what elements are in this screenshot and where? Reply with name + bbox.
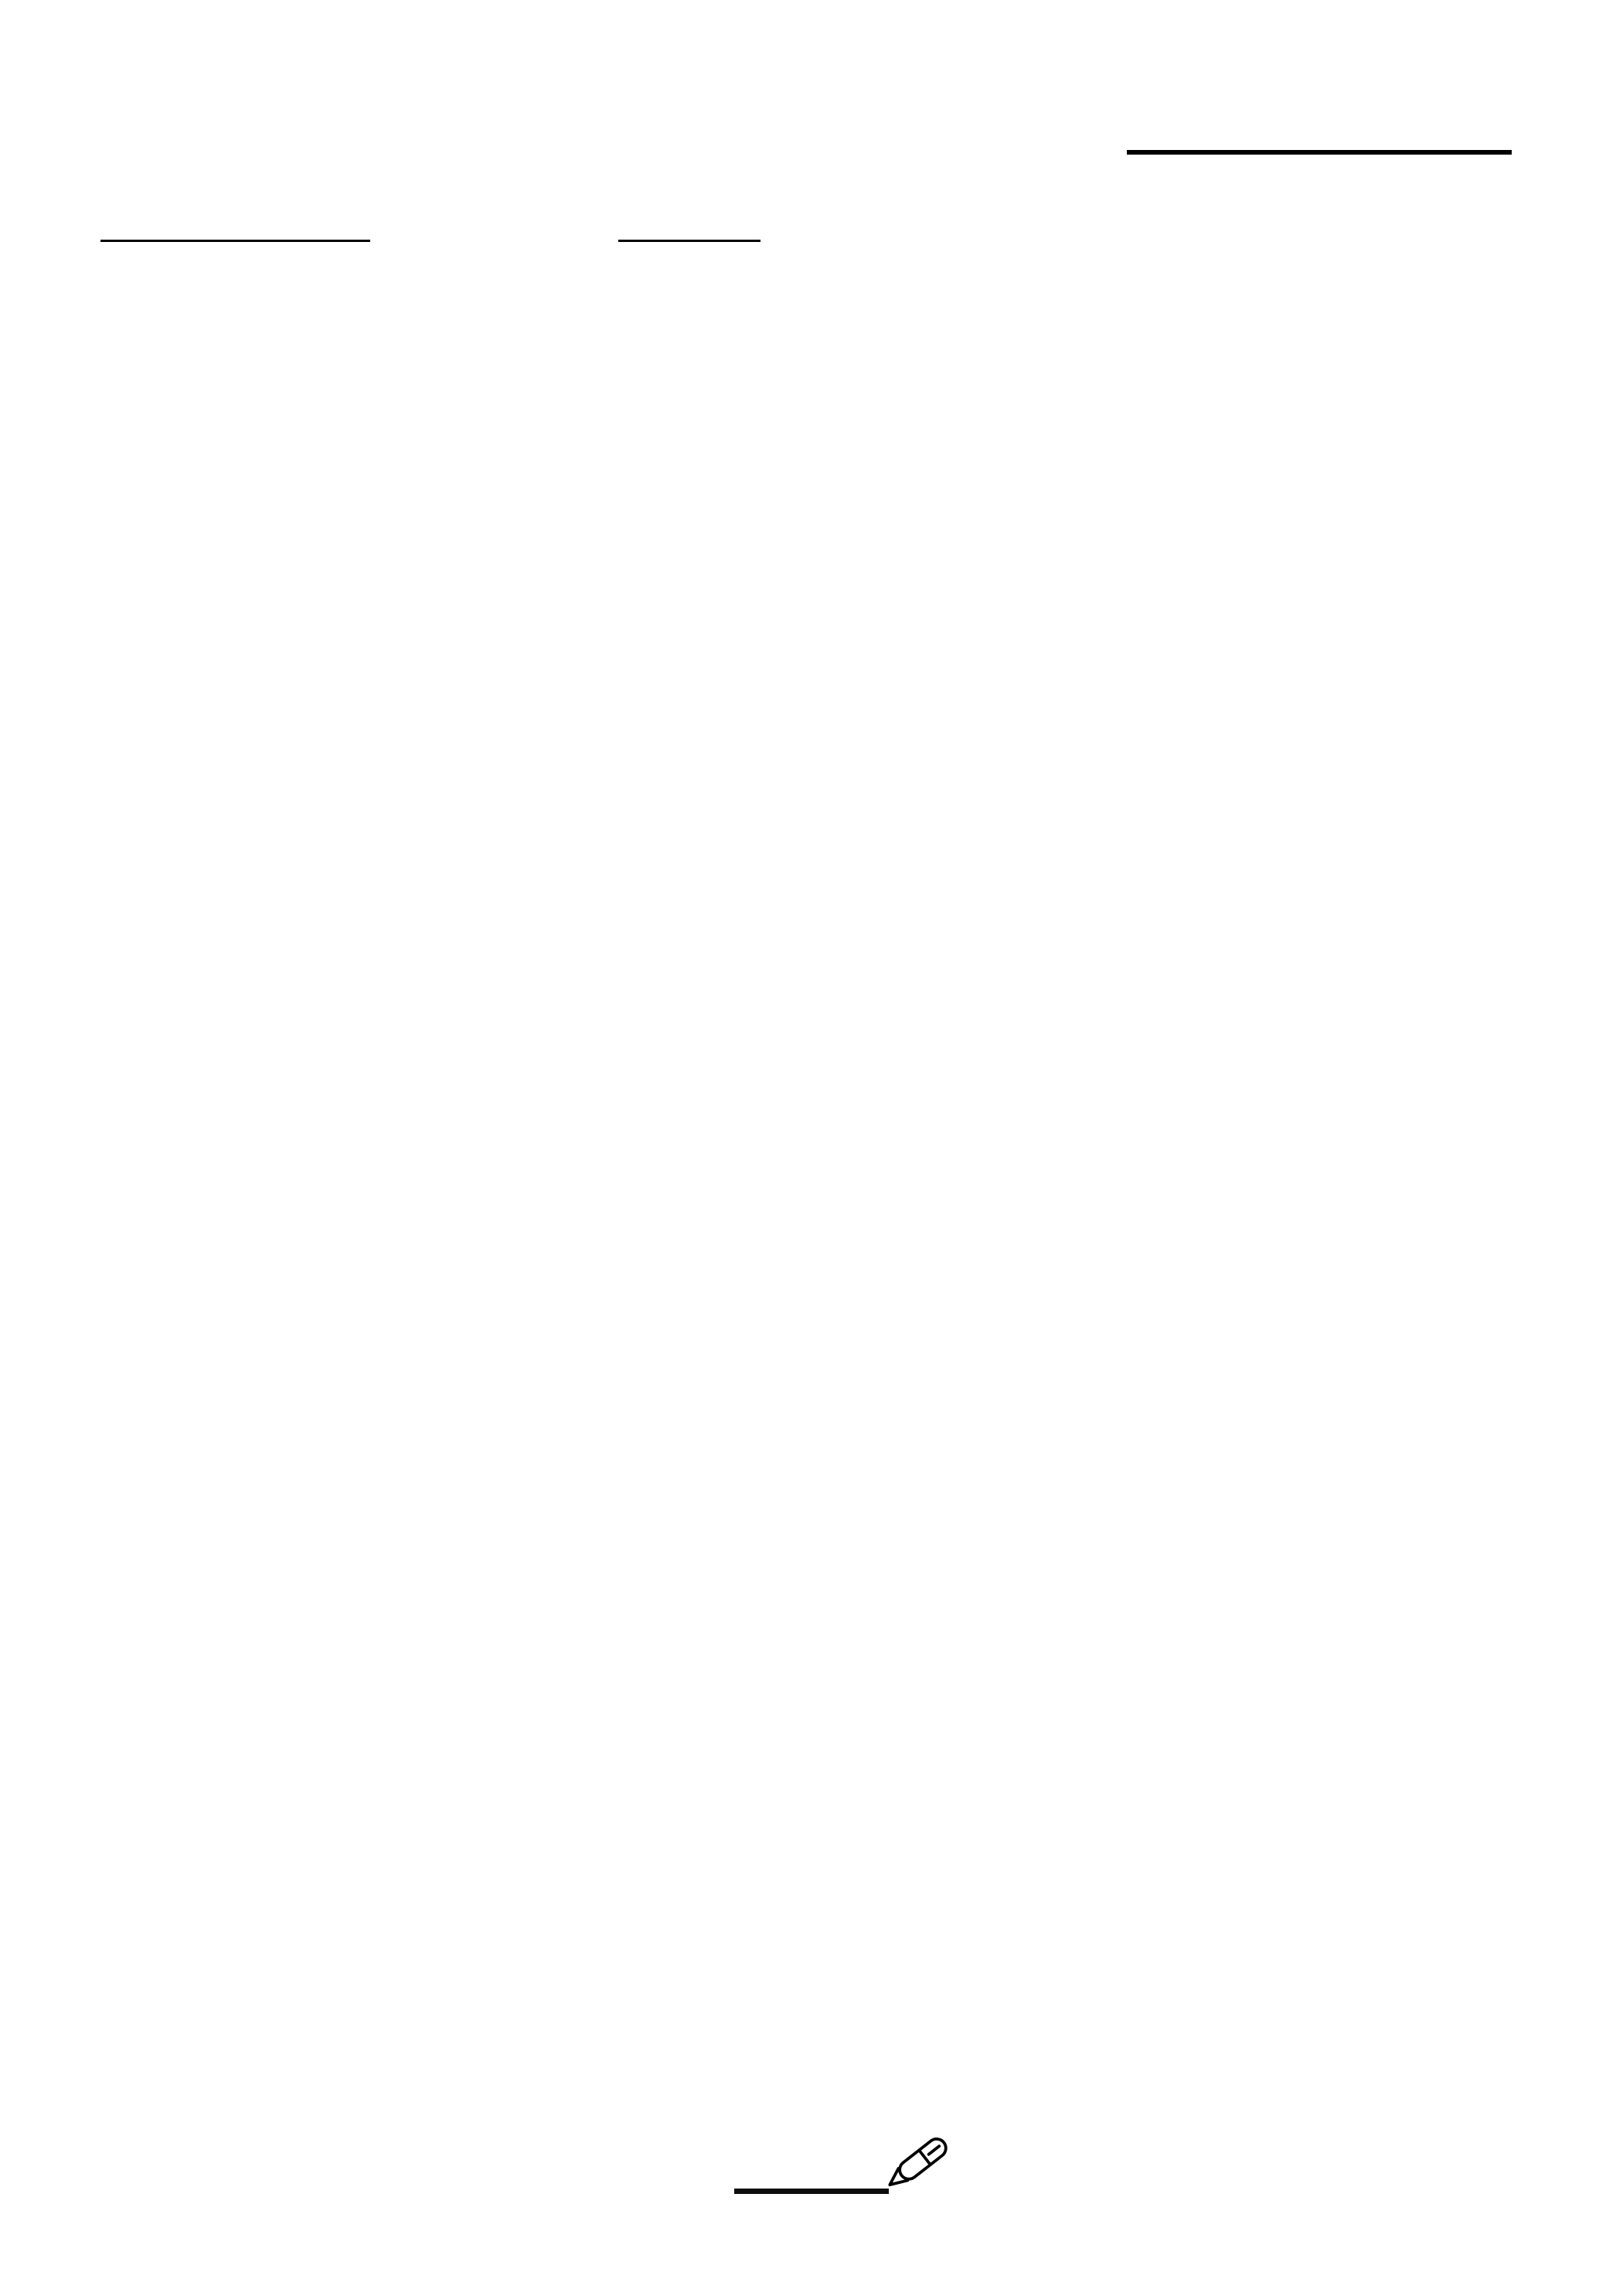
grade-class-blank (689, 209, 760, 242)
pen-icon (876, 2127, 961, 2199)
grade-line (618, 209, 760, 250)
day-blank (299, 209, 370, 242)
page-number-underline (734, 2189, 889, 2194)
year-blank (100, 209, 228, 242)
date-line (100, 209, 370, 250)
month-blank (228, 209, 299, 242)
header-info-line (0, 199, 1623, 261)
name-practice-grid (1127, 150, 1512, 155)
grade-year-blank (618, 209, 689, 242)
